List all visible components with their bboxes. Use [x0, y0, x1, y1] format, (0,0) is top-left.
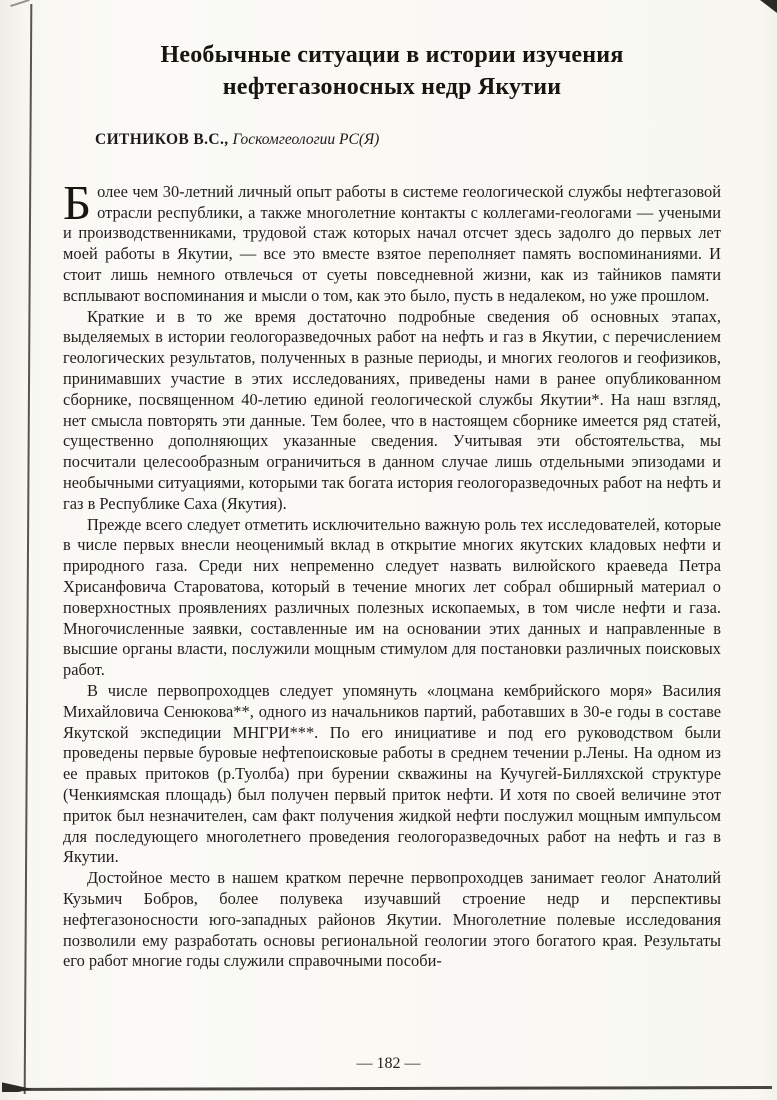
- paragraph-4: В числе первопроходцев следует упомянуть «лоцмана кембрийского моря» Василия Михайловича Сенюкова**, одного из начальников партий, работавших в 30-е годы в составе Якутской экспедиции МНГРИ***. По его инициативе и под его руководством были проведены первые буровые нефтепоисковые работы в среднем течении р.Лены. На одном из ее правых притоков (р.Туолба) при бурении скважины на Кучугей-Билляхской структуре (Ченкиямская площадь) был получен первый приток нефти. И хотя по своей величине этот приток был незначителен, сам факт получения жидкой нефти послужил мощным импульсом для последующего многолетнего проведения геологоразведочных работ на нефть и газ в Якутии.: [63, 680, 721, 867]
- paragraph-2: Краткие и в то же время достаточно подробные сведения об основных этапах, выделяемых в истории геологоразведочных работ на нефть и газ в Якутии, с перечислением геологических результатов, полученных в разные периоды, и многих геологов и геофизиков, принимавших участие в этих исследованиях, приведены нами в ранее опубликованном сборнике, посвященном 40-летию единой геологической службы Якутии*. На наш взгляд, нет смысла повторять эти данные. Тем более, что в настоящем сборнике имеется ряд статей, существенно дополняющих указанные сведения. Учитывая эти обстоятельства, мы посчитали целесообразным ограничиться в данном случае лишь отдельными эпизодами и необычными ситуациями, которыми так богата история геологоразведочных работ на нефть и газ в Республике Саха (Якутия).: [63, 306, 721, 513]
- byline: [63, 131, 721, 149]
- page-title: [63, 40, 721, 104]
- author-name: СИТНИКОВ В.С.,: [95, 130, 229, 148]
- document-content: [63, 40, 721, 972]
- paragraph-1-text: олее чем 30-летний личный опыт работы в системе геологической службы нефтегазовой отрасли республики, а также многолетние контакты с коллегами-геологами — учеными и производственниками, трудовой стаж которых начал отсчет здесь задолго до первых лет моей работы в Якутии, — все это вместе взятое переполняет память воспоминаниями. И стоит лишь немного отвлечься от суеты повседневной жизни, как из тайников памяти всплывают воспоминания и мысли о том, как это было, пусть в недалеком, но уже прошлом.: [63, 181, 721, 305]
- drop-cap: Б: [63, 174, 92, 230]
- author-affiliation: Госкомгеологии РС(Я): [232, 130, 380, 148]
- page-title-line2: нефтегазоносных недр Якутии: [222, 73, 562, 100]
- paragraph-5: Достойное место в нашем кратком перечне первопроходцев занимает геолог Анатолий Кузьмич Бобров, более полувека изучавший строение недр и перспективы нефтегазоносности юго-западных районов Якутии. Многолетние полевые исследования позволили ему разработать основы региональной геологии этого богатого края. Результаты его работ многие годы служили справочными пособи-: [63, 868, 721, 971]
- page-number: — 182 —: [356, 1055, 421, 1072]
- paragraph-3: Прежде всего следует отметить исключительно важную роль тех исследователей, которые в числе первых внесли неоценимый вклад в открытие многих якутских кладовых нефти и природного газа. Среди них непременно следует назвать вилюйского краеведа Петра Хрисанфовича Староватова, который в течение многих лет собрал обширный материал о поверхностных проявлениях различных полезных ископаемых, в том числе нефти и газа. Многочисленные заявки, составленные им на основании этих данных и направленные в высшие органы власти, послужили мощным стимулом для постановки различных поисковых работ.: [63, 514, 721, 680]
- page-title-line1: Необычные ситуации в истории изучения: [160, 42, 624, 68]
- paragraph-1: [63, 174, 721, 307]
